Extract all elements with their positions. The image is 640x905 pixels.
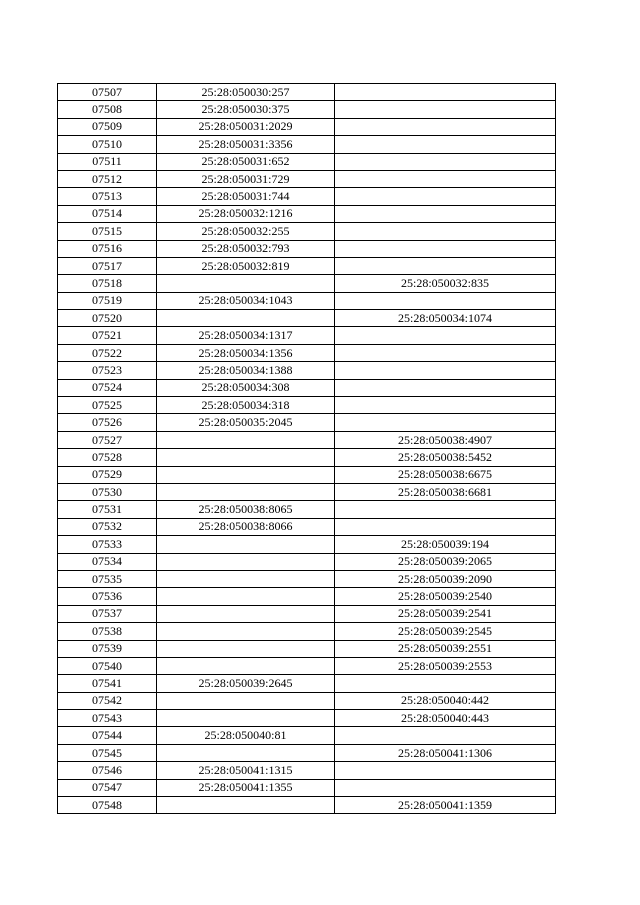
cadastral-number-cell: 25:28:050034:318 [157,397,335,414]
row-number-cell: 07537 [58,605,157,622]
table-row [58,518,556,535]
row-number-cell: 07518 [58,275,157,292]
alt-cadastral-number-cell [335,223,556,240]
cadastral-number-cell [157,536,335,553]
cadastral-number-cell: 25:28:050038:8065 [157,501,335,518]
table-row [58,414,556,431]
alt-cadastral-number-cell: 25:28:050040:443 [335,710,556,727]
alt-cadastral-number-cell [335,84,556,101]
table-row [58,310,556,327]
row-number-cell: 07544 [58,727,157,744]
row-number-cell: 07515 [58,223,157,240]
row-number-cell: 07507 [58,84,157,101]
table-row [58,553,556,570]
alt-cadastral-number-cell: 25:28:050039:2541 [335,605,556,622]
table-row [58,692,556,709]
cadastral-number-table [57,83,556,814]
table-row [58,623,556,640]
cadastral-number-cell: 25:28:050038:8066 [157,518,335,535]
row-number-cell: 07522 [58,344,157,361]
cadastral-number-cell: 25:28:050039:2645 [157,675,335,692]
cadastral-number-cell [157,570,335,587]
row-number-cell: 07526 [58,414,157,431]
table-row [58,397,556,414]
alt-cadastral-number-cell [335,501,556,518]
table-row [58,588,556,605]
table-row [58,379,556,396]
alt-cadastral-number-cell: 25:28:050039:2551 [335,640,556,657]
cadastral-number-cell [157,710,335,727]
table-row [58,779,556,796]
table-body [58,84,556,814]
row-number-cell: 07540 [58,657,157,674]
row-number-cell: 07529 [58,466,157,483]
row-number-cell: 07539 [58,640,157,657]
row-number-cell: 07546 [58,762,157,779]
table-row [58,657,556,674]
row-number-cell: 07524 [58,379,157,396]
cadastral-number-cell: 25:28:050041:1355 [157,779,335,796]
row-number-cell: 07538 [58,623,157,640]
row-number-cell: 07519 [58,292,157,309]
alt-cadastral-number-cell: 25:28:050038:5452 [335,449,556,466]
table-row [58,605,556,622]
cadastral-number-cell [157,605,335,622]
alt-cadastral-number-cell: 25:28:050032:835 [335,275,556,292]
cadastral-number-cell [157,449,335,466]
row-number-cell: 07530 [58,483,157,500]
table-row [58,327,556,344]
row-number-cell: 07532 [58,518,157,535]
cadastral-number-cell: 25:28:050030:375 [157,101,335,118]
alt-cadastral-number-cell: 25:28:050039:2065 [335,553,556,570]
alt-cadastral-number-cell [335,344,556,361]
cadastral-number-cell: 25:28:050040:81 [157,727,335,744]
table-row [58,675,556,692]
table-row [58,797,556,814]
row-number-cell: 07541 [58,675,157,692]
alt-cadastral-number-cell [335,379,556,396]
cadastral-number-cell: 25:28:050034:1043 [157,292,335,309]
alt-cadastral-number-cell: 25:28:050040:442 [335,692,556,709]
table-row [58,101,556,118]
row-number-cell: 07534 [58,553,157,570]
alt-cadastral-number-cell: 25:28:050039:2545 [335,623,556,640]
cadastral-number-cell: 25:28:050034:1317 [157,327,335,344]
cadastral-number-cell [157,483,335,500]
alt-cadastral-number-cell [335,727,556,744]
alt-cadastral-number-cell [335,240,556,257]
alt-cadastral-number-cell [335,675,556,692]
row-number-cell: 07511 [58,153,157,170]
cadastral-number-cell [157,744,335,761]
table-row [58,431,556,448]
alt-cadastral-number-cell: 25:28:050038:6675 [335,466,556,483]
cadastral-number-cell [157,797,335,814]
alt-cadastral-number-cell: 25:28:050039:2540 [335,588,556,605]
cadastral-number-cell: 25:28:050032:255 [157,223,335,240]
table-row [58,275,556,292]
alt-cadastral-number-cell: 25:28:050039:194 [335,536,556,553]
table-row [58,710,556,727]
table-row [58,449,556,466]
cadastral-number-cell [157,692,335,709]
row-number-cell: 07523 [58,362,157,379]
table-row [58,240,556,257]
table-row [58,727,556,744]
alt-cadastral-number-cell: 25:28:050041:1359 [335,797,556,814]
cadastral-number-cell: 25:28:050034:1388 [157,362,335,379]
row-number-cell: 07510 [58,136,157,153]
cadastral-number-cell [157,623,335,640]
alt-cadastral-number-cell [335,101,556,118]
alt-cadastral-number-cell [335,518,556,535]
cadastral-number-cell [157,431,335,448]
alt-cadastral-number-cell [335,257,556,274]
cadastral-number-cell [157,640,335,657]
cadastral-number-cell [157,275,335,292]
row-number-cell: 07516 [58,240,157,257]
alt-cadastral-number-cell [335,762,556,779]
row-number-cell: 07508 [58,101,157,118]
row-number-cell: 07533 [58,536,157,553]
table-row [58,292,556,309]
cadastral-number-cell [157,588,335,605]
alt-cadastral-number-cell: 25:28:050039:2090 [335,570,556,587]
table-row [58,170,556,187]
cadastral-number-cell: 25:28:050032:793 [157,240,335,257]
cadastral-number-cell: 25:28:050041:1315 [157,762,335,779]
alt-cadastral-number-cell: 25:28:050039:2553 [335,657,556,674]
row-number-cell: 07520 [58,310,157,327]
table-row [58,84,556,101]
table-row [58,223,556,240]
alt-cadastral-number-cell [335,779,556,796]
row-number-cell: 07521 [58,327,157,344]
alt-cadastral-number-cell [335,188,556,205]
table-row [58,136,556,153]
cadastral-number-cell [157,466,335,483]
alt-cadastral-number-cell [335,397,556,414]
cadastral-number-cell: 25:28:050031:2029 [157,118,335,135]
cadastral-number-cell: 25:28:050034:1356 [157,344,335,361]
row-number-cell: 07525 [58,397,157,414]
alt-cadastral-number-cell: 25:28:050034:1074 [335,310,556,327]
row-number-cell: 07509 [58,118,157,135]
row-number-cell: 07542 [58,692,157,709]
alt-cadastral-number-cell: 25:28:050038:6681 [335,483,556,500]
alt-cadastral-number-cell [335,153,556,170]
cadastral-number-cell: 25:28:050035:2045 [157,414,335,431]
table-row [58,188,556,205]
alt-cadastral-number-cell [335,362,556,379]
alt-cadastral-number-cell [335,205,556,222]
table-row [58,744,556,761]
row-number-cell: 07548 [58,797,157,814]
alt-cadastral-number-cell [335,118,556,135]
cadastral-number-cell: 25:28:050032:819 [157,257,335,274]
table-row [58,205,556,222]
alt-cadastral-number-cell [335,136,556,153]
alt-cadastral-number-cell [335,292,556,309]
cadastral-number-cell: 25:28:050032:1216 [157,205,335,222]
table-row [58,762,556,779]
alt-cadastral-number-cell [335,414,556,431]
row-number-cell: 07543 [58,710,157,727]
alt-cadastral-number-cell [335,327,556,344]
table-row [58,501,556,518]
cadastral-number-cell [157,310,335,327]
table-row [58,570,556,587]
alt-cadastral-number-cell: 25:28:050038:4907 [335,431,556,448]
row-number-cell: 07514 [58,205,157,222]
cadastral-number-cell: 25:28:050031:3356 [157,136,335,153]
alt-cadastral-number-cell [335,170,556,187]
alt-cadastral-number-cell: 25:28:050041:1306 [335,744,556,761]
cadastral-number-cell: 25:28:050034:308 [157,379,335,396]
row-number-cell: 07513 [58,188,157,205]
cadastral-number-cell [157,553,335,570]
table-row [58,466,556,483]
table-row [58,118,556,135]
table-row [58,257,556,274]
row-number-cell: 07545 [58,744,157,761]
row-number-cell: 07512 [58,170,157,187]
row-number-cell: 07547 [58,779,157,796]
cadastral-number-cell [157,657,335,674]
row-number-cell: 07531 [58,501,157,518]
cadastral-number-cell: 25:28:050031:652 [157,153,335,170]
table-row [58,536,556,553]
table-row [58,344,556,361]
cadastral-number-cell: 25:28:050030:257 [157,84,335,101]
row-number-cell: 07535 [58,570,157,587]
row-number-cell: 07527 [58,431,157,448]
row-number-cell: 07517 [58,257,157,274]
row-number-cell: 07528 [58,449,157,466]
cadastral-number-cell: 25:28:050031:729 [157,170,335,187]
table-row [58,640,556,657]
cadastral-number-cell: 25:28:050031:744 [157,188,335,205]
table-row [58,153,556,170]
table-row [58,483,556,500]
row-number-cell: 07536 [58,588,157,605]
table-row [58,362,556,379]
